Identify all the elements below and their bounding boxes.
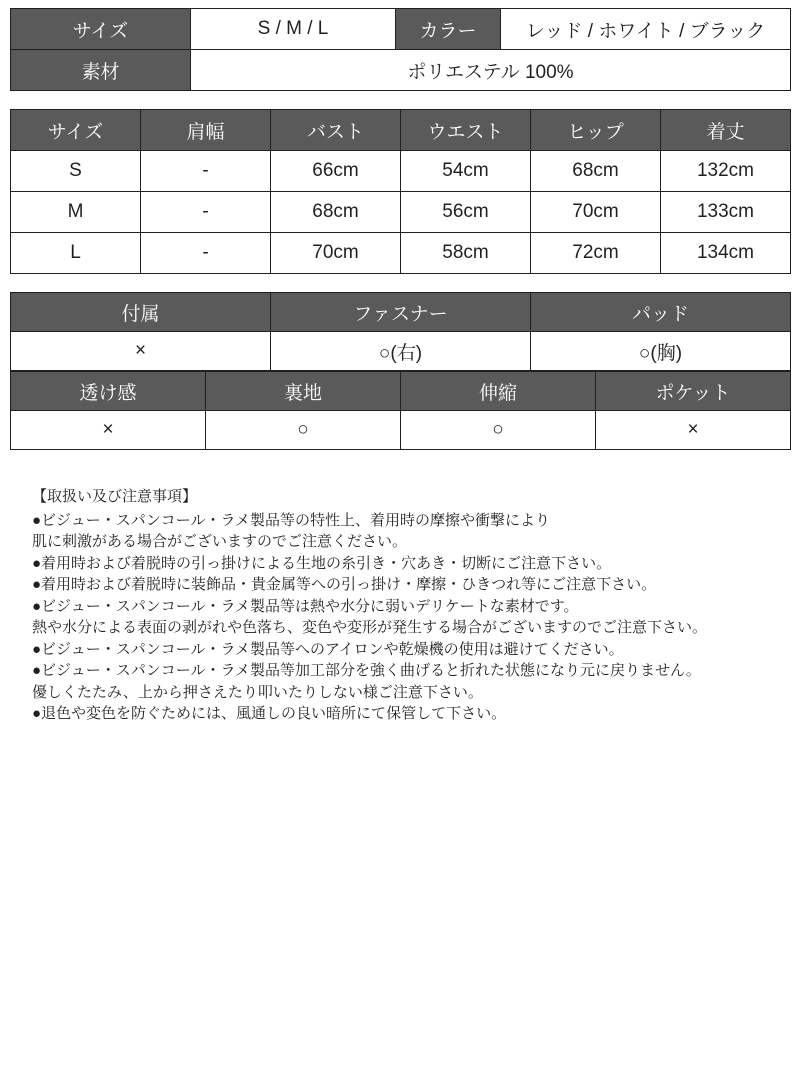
spec-value-color: レッド / ホワイト / ブラック bbox=[501, 9, 791, 50]
care-note-line: 優しくたたみ、上から押さえたり叩いたりしない様ご注意下さい。 bbox=[32, 683, 483, 701]
table-row bbox=[11, 233, 791, 274]
feature-header-zipper: ファスナー bbox=[271, 293, 531, 332]
spec-label-color: カラー bbox=[396, 9, 501, 50]
feature-header-pocket: ポケット bbox=[596, 372, 791, 411]
care-notes-title: 【取扱い及び注意事項】 bbox=[32, 488, 198, 505]
feature-value-zipper: ○(右) bbox=[271, 332, 531, 371]
feature-value-pocket: × bbox=[596, 411, 791, 450]
feature-value-sheerness: × bbox=[11, 411, 206, 450]
care-note-line: 熱や水分による表面の剥がれや色落ち、変色や変形が発生する場合がございますのでご注意下さい。 bbox=[32, 619, 708, 636]
feature-header-pad: パッド bbox=[531, 293, 791, 332]
spec-label-material: 素材 bbox=[11, 50, 191, 91]
care-note-line: ●着用時および着脱時の引っ掛けによる生地の糸引き・穴あき・切断にご注意下さい。 bbox=[32, 554, 612, 572]
feature-header-sheerness: 透け感 bbox=[11, 372, 206, 411]
size-cell: L bbox=[11, 233, 141, 274]
size-chart-table bbox=[10, 109, 791, 274]
care-notes bbox=[10, 486, 790, 725]
care-note-line: ●ビジュー・スパンコール・ラメ製品等加工部分を強く曲げると折れた状態になり元に戻りません。 bbox=[32, 662, 701, 679]
feature-table-fabric bbox=[10, 371, 791, 450]
table-header-row bbox=[11, 372, 791, 411]
size-cell: 133cm bbox=[661, 192, 791, 233]
table-row bbox=[11, 151, 791, 192]
table-row bbox=[11, 50, 791, 91]
size-cell: 70cm bbox=[271, 233, 401, 274]
spec-value-size: S / M / L bbox=[191, 9, 396, 50]
care-note-line: ●ビジュー・スパンコール・ラメ製品等は熱や水分に弱いデリケートな素材です。 bbox=[32, 597, 579, 615]
size-cell: - bbox=[141, 151, 271, 192]
size-header-waist: ウエスト bbox=[401, 110, 531, 151]
size-header-shoulder: 肩幅 bbox=[141, 110, 271, 151]
size-cell: 54cm bbox=[401, 151, 531, 192]
feature-table-attachments bbox=[10, 292, 791, 371]
spec-table bbox=[10, 8, 791, 91]
table-row bbox=[11, 9, 791, 50]
size-cell: 68cm bbox=[531, 151, 661, 192]
feature-value-lining: ○ bbox=[206, 411, 401, 450]
care-note-line: ●ビジュー・スパンコール・ラメ製品等の特性上、着用時の摩擦や衝撃により bbox=[32, 511, 551, 529]
size-cell: 72cm bbox=[531, 233, 661, 274]
size-cell: 66cm bbox=[271, 151, 401, 192]
size-cell: 70cm bbox=[531, 192, 661, 233]
size-cell: - bbox=[141, 233, 271, 274]
care-note-line: 肌に刺激がある場合がございますのでご注意ください。 bbox=[32, 533, 408, 550]
size-cell: 134cm bbox=[661, 233, 791, 274]
spec-value-material: ポリエステル 100% bbox=[191, 50, 791, 91]
table-row bbox=[11, 411, 791, 450]
care-note-line: ●ビジュー・スパンコール・ラメ製品等へのアイロンや乾燥機の使用は避けてください。 bbox=[32, 640, 624, 658]
size-cell: - bbox=[141, 192, 271, 233]
care-note-line: ●退色や変色を防ぐためには、風通しの良い暗所にて保管して下さい。 bbox=[32, 705, 507, 722]
feature-value-stretch: ○ bbox=[401, 411, 596, 450]
size-header-hip: ヒップ bbox=[531, 110, 661, 151]
size-header-length: 着丈 bbox=[661, 110, 791, 151]
feature-header-stretch: 伸縮 bbox=[401, 372, 596, 411]
size-cell: M bbox=[11, 192, 141, 233]
size-header-size: サイズ bbox=[11, 110, 141, 151]
size-cell: S bbox=[11, 151, 141, 192]
feature-header-accessory: 付属 bbox=[11, 293, 271, 332]
spec-label-size: サイズ bbox=[11, 9, 191, 50]
table-header-row bbox=[11, 110, 791, 151]
feature-header-lining: 裏地 bbox=[206, 372, 401, 411]
size-cell: 58cm bbox=[401, 233, 531, 274]
feature-value-pad: ○(胸) bbox=[531, 332, 791, 371]
feature-value-accessory: × bbox=[11, 332, 271, 371]
size-cell: 68cm bbox=[271, 192, 401, 233]
size-cell: 56cm bbox=[401, 192, 531, 233]
table-row bbox=[11, 192, 791, 233]
table-row bbox=[11, 332, 791, 371]
table-header-row bbox=[11, 293, 791, 332]
size-cell: 132cm bbox=[661, 151, 791, 192]
care-note-line: ●着用時および着脱時に装飾品・貴金属等への引っ掛け・摩擦・ひきつれ等にご注意下さい。 bbox=[32, 576, 657, 593]
size-header-bust: バスト bbox=[271, 110, 401, 151]
